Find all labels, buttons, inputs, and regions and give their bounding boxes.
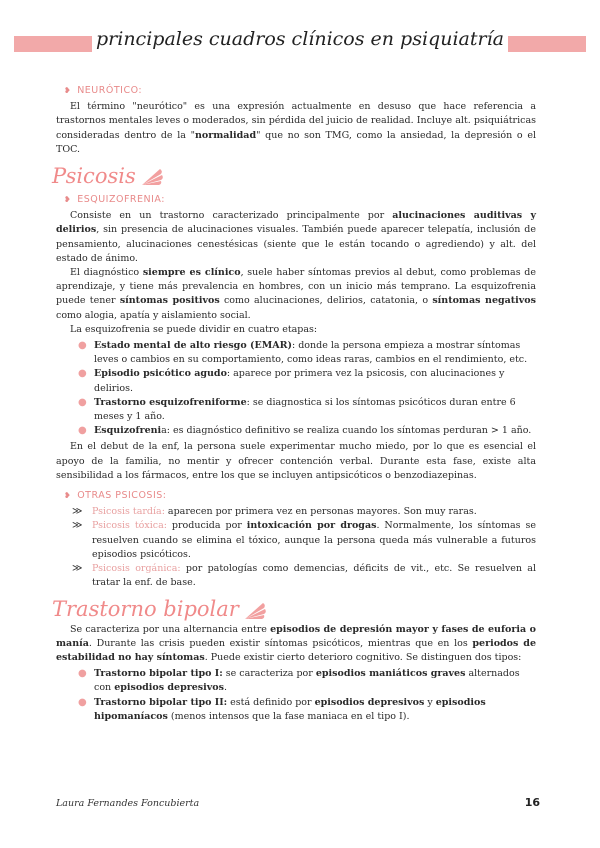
list-item: ● Esquizofrenia: es diagnóstico definitivo se realiza cuando los síntomas perduran > 1 año. bbox=[78, 425, 532, 437]
fan-shell-icon bbox=[140, 165, 164, 187]
list-item: ● Trastorno bipolar tipo II: está definido por episodios depresivos y episodios hipomaníacos (menos intensos que la fase maniaca en el tipo I). bbox=[78, 696, 486, 722]
list-item: ● Episodio psicótico agudo: aparece por primera vez la psicosis, con alucinaciones y delirios. bbox=[78, 368, 505, 394]
chevron-heart-icon: ❥ bbox=[64, 195, 72, 205]
otras-psicosis-list bbox=[56, 505, 536, 590]
neurotico-heading: ❥ NEURÓTICO: bbox=[64, 84, 536, 98]
page-content bbox=[52, 78, 536, 726]
fan-shell-icon bbox=[243, 599, 267, 621]
list-item: ≫ Psicosis orgánica: por patologías como demencias, déficits de vit., etc. Se resuelven al tratar la enf. de base. bbox=[72, 563, 536, 589]
footer-author: Laura Fernandes Foncubierta bbox=[56, 798, 200, 809]
header-bar-right bbox=[508, 36, 586, 52]
bipolar-types-list bbox=[56, 667, 536, 724]
esquizofrenia-paragraph-2: El diagnóstico siempre es clínico, suele haber síntomas previos al debut, como problemas de aprendizaje, y tiene más prevalencia en hombres, con un inicio más temprano. La esquizofrenia puede tener síntomas positivos como alucinaciones, delirios, catatonia, o síntomas negativos como alogia, apatía y aislamiento social. bbox=[56, 267, 536, 321]
page-number: 16 bbox=[524, 796, 540, 809]
page-header-title: principales cuadros clínicos en psiquiatría bbox=[96, 28, 504, 50]
bipolar-title: Trastorno bipolar bbox=[52, 599, 536, 621]
chevron-heart-icon: ❥ bbox=[64, 491, 72, 501]
list-item: ≫ Psicosis tardía: aparecen por primera vez en personas mayores. Son muy raras. bbox=[72, 506, 477, 518]
stages-list bbox=[56, 339, 536, 438]
list-item: ● Estado mental de alto riesgo (EMAR): donde la persona empieza a mostrar síntomas leves o cambios en su comportamiento, como ideas raras, cambios en el rendimiento, etc. bbox=[78, 340, 528, 366]
header-bar-left bbox=[14, 36, 92, 52]
list-item: ● Trastorno bipolar tipo I: se caracteriza por episodios maniáticos graves alternados con episodios depresivos. bbox=[78, 668, 520, 694]
esquizofrenia-paragraph-4: En el debut de la enf, la persona suele experimentar mucho miedo, por lo que es esencial el apoyo de la familia, no mentir y ofrecer contención verbal. Durante esta fase, existe alta sensibilidad a los fármacos, entre los que se incluyen antipsicóticos o benzodiazepinas. bbox=[56, 441, 536, 481]
esquizofrenia-paragraph-1: Consiste en un trastorno caracterizado principalmente por alucinaciones auditivas y delirios, sin presencia de alucinaciones visuales. También puede aparecer telepatía, inclusión de pensamiento, alucinaciones cenestésicas (siente que le están tocando o agrediendo) y alt. del estado de ánimo. bbox=[56, 210, 536, 264]
esquizofrenia-paragraph-3: La esquizofrenia se puede dividir en cuatro etapas: bbox=[70, 323, 318, 335]
neurotico-paragraph: El término "neurótico" es una expresión actualmente en desuso que hace referencia a trastornos mentales leves o moderados, sin pérdida del juicio de realidad. Incluye alt. psiquiátricas consideradas dentro de la "normalidad" que no son TMG, como la ansiedad, la depresión o el TOC. bbox=[56, 101, 536, 155]
otras-psicosis-heading: ❥ OTRAS PSICOSIS: bbox=[64, 489, 536, 503]
list-item: ≫ Psicosis tóxica: producida por intoxicación por drogas. Normalmente, los síntomas se resuelven cuando se elimina el tóxico, aunque la persona queda más vulnerable a futuros episodios psicóticos. bbox=[72, 520, 536, 560]
esquizofrenia-heading: ❥ ESQUIZOFRENIA: bbox=[64, 193, 536, 207]
psicosis-title: Psicosis bbox=[52, 165, 536, 187]
bipolar-paragraph: Se caracteriza por una alternancia entre episodios de depresión mayor y fases de euforia o manía. Durante las crisis pueden existir síntomas psicóticos, mientras que en los periodos de estabilidad no hay síntomas. Puede existir cierto deterioro cognitivo. Se distinguen dos tipos: bbox=[56, 623, 536, 663]
list-item: ● Trastorno esquizofreniforme: se diagnostica si los síntomas psicóticos duran entre 6 meses y 1 año. bbox=[78, 396, 516, 423]
chevron-heart-icon: ❥ bbox=[64, 86, 72, 95]
